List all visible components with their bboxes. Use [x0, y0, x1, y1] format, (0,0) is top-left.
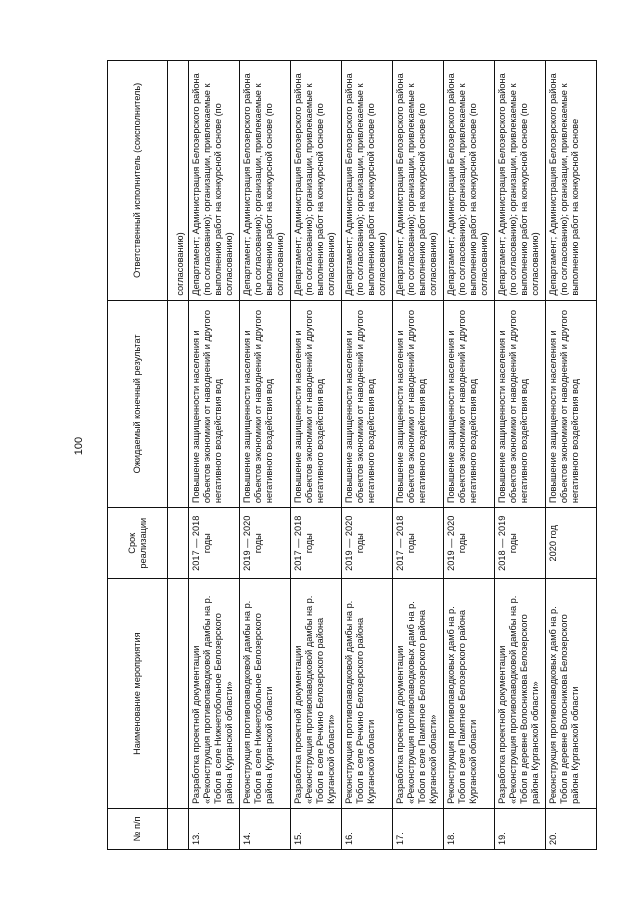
- table-row: [291, 61, 342, 850]
- row-term: 2020 год: [546, 508, 597, 579]
- row-term: 2018 — 2019 годы: [495, 508, 546, 579]
- row-result: Повышение защищенности населения и объектов экономики от наводнений и другого негативного воздействия вод: [393, 300, 444, 508]
- row-name: Реконструкция противопаводковых дамб на р. Тобол в селе Памятное Белозерского района Курганской области: [444, 579, 495, 809]
- table-row: [495, 61, 546, 850]
- table-row: [189, 61, 240, 850]
- measures-table-container: [107, 60, 610, 850]
- table-header-row: [108, 61, 168, 850]
- row-responsible: Департамент; Администрация Белозерского района (по согласованию); организации, привлекаемые к выполнению работ на конкурсной основе (по согласованию): [495, 61, 546, 301]
- row-num: 17.: [393, 808, 444, 849]
- table-row: [546, 61, 597, 850]
- row-result: Повышение защищенности населения и объектов экономики от наводнений и другого негативного воздействия вод: [240, 300, 291, 508]
- row-responsible: Департамент; Администрация Белозерского района (по согласованию); организации, привлекаемые к выполнению работ на конкурсной основе (по согласованию): [240, 61, 291, 301]
- row-result: Повышение защищенности населения и объектов экономики от наводнений и другого негативного воздействия вод: [189, 300, 240, 508]
- table-row: [342, 61, 393, 850]
- table-row: [444, 61, 495, 850]
- row-name: Разработка проектной документации «Реконструкция противопаводковых дамб на р. Тобол в селе Памятное Белозерского района Курганской области»: [393, 579, 444, 809]
- continuation-row: [168, 61, 189, 850]
- row-num: 20.: [546, 808, 597, 849]
- row-responsible: Департамент; Администрация Белозерского района (по согласованию); организации, привлекаемые к выполнению работ на конкурсной основе (по согласованию): [291, 61, 342, 301]
- row-term: 2019 — 2020 годы: [240, 508, 291, 579]
- row-num: 15.: [291, 808, 342, 849]
- row-name: Реконструкция противопаводковых дамб на р. Тобол в деревне Волосникова Белозерского района Курганской области: [546, 579, 597, 809]
- row-responsible: Департамент; Администрация Белозерского района (по согласованию); организации, привлекаемые к выполнению работ на конкурсной основе (по согласованию): [342, 61, 393, 301]
- header-responsible: Ответственный исполнитель (соисполнитель): [108, 61, 168, 301]
- header-result: Ожидаемый конечный результат: [108, 300, 168, 508]
- row-result: Повышение защищенности населения и объектов экономики от наводнений и другого негативного воздействия вод: [495, 300, 546, 508]
- row-term: 2019 — 2020 годы: [444, 508, 495, 579]
- row-result: Повышение защищенности населения и объектов экономики от наводнений и другого негативного воздействия вод: [546, 300, 597, 508]
- row-num: 18.: [444, 808, 495, 849]
- row-term: 2017 — 2018 годы: [393, 508, 444, 579]
- row-result: Повышение защищенности населения и объектов экономики от наводнений и другого негативного воздействия вод: [342, 300, 393, 508]
- header-term: Срок реализации: [108, 508, 168, 579]
- row-result: Повышение защищенности населения и объектов экономики от наводнений и другого негативного воздействия вод: [291, 300, 342, 508]
- row-num: 16.: [342, 808, 393, 849]
- row-name: Реконструкция противопаводковой дамбы на р. Тобол в селе Речкино Белозерского района Курганской области: [342, 579, 393, 809]
- row-term: 2017 — 2018 годы: [291, 508, 342, 579]
- row-responsible: Департамент; Администрация Белозерского района (по согласованию); организации, привлекаемые к выполнению работ на конкурсной основе (по согласованию): [393, 61, 444, 301]
- row-num: 19.: [495, 808, 546, 849]
- row-name: Разработка проектной документации «Реконструкция противопаводковой дамбы на р. Тобол в селе Нижнетобольное Белозерского района Курганской области»: [189, 579, 240, 809]
- continuation-text: согласованию): [168, 61, 189, 301]
- row-name: Реконструкция противопаводковой дамбы на р. Тобол в селе Нижнетобольное Белозерского района Курганской области: [240, 579, 291, 809]
- row-num: 13.: [189, 808, 240, 849]
- row-num: 14.: [240, 808, 291, 849]
- row-name: Разработка проектной документации «Реконструкция противопаводковой дамбы на р. Тобол в селе Речкино Белозерского района Курганской области»: [291, 579, 342, 809]
- continuation-empty-cell: [168, 579, 189, 809]
- row-responsible: Департамент; Администрация Белозерского района (по согласованию); организации, привлекаемые к выполнению работ на конкурсной основе (по согласованию): [444, 61, 495, 301]
- table-row: [393, 61, 444, 850]
- continuation-empty-cell: [168, 508, 189, 579]
- row-responsible: Департамент; Администрация Белозерского района (по согласованию); организации, привлекаемые к выполнению работ на конкурсной основе (по согласованию): [189, 61, 240, 301]
- continuation-empty-cell: [168, 808, 189, 849]
- row-term: 2019 — 2020 годы: [342, 508, 393, 579]
- header-name: Наименование мероприятия: [108, 579, 168, 809]
- table-row: [240, 61, 291, 850]
- header-num: № п/п: [108, 808, 168, 849]
- page-number: 100: [73, 436, 85, 456]
- row-result: Повышение защищенности населения и объектов экономики от наводнений и другого негативного воздействия вод: [444, 300, 495, 508]
- row-responsible: Департамент; Администрация Белозерского района (по согласованию); организации, привлекаемые к выполнению работ на конкурсной основе: [546, 61, 597, 301]
- measures-table: [107, 60, 597, 850]
- row-name: Разработка проектной документации «Реконструкция противопаводковой дамбы на р. Тобол в деревне Волосникова Белозерского района Курганской области»: [495, 579, 546, 809]
- row-term: 2017 — 2018 годы: [189, 508, 240, 579]
- continuation-empty-cell: [168, 300, 189, 508]
